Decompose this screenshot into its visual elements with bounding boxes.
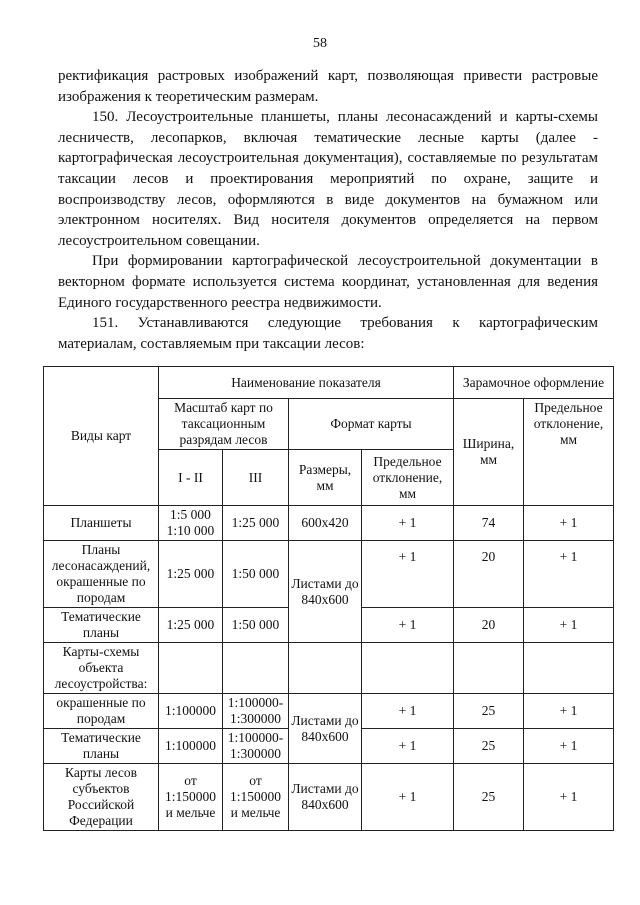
row-frame-deviation: + 1 <box>524 729 614 764</box>
row-width: 25 <box>454 694 524 729</box>
header-scale-group: Масштаб карт по таксационным разрядам лесов <box>159 399 289 450</box>
table-row <box>44 541 614 608</box>
row-name: Тематические планы <box>44 729 159 764</box>
row-scale-2: 1:50 000 <box>223 608 289 643</box>
table-row <box>44 506 614 541</box>
row-schemes-header: Карты-схемы объекта лесоустройства: <box>44 643 159 694</box>
paragraph-coordinates: При формировании картографической лесоустроительной документации в векторном формате используется система координат, установленная для ведения Единого государственного реестра недвижимости. <box>58 253 598 311</box>
row-width: 25 <box>454 729 524 764</box>
row-format-deviation: + 1 <box>362 764 454 831</box>
header-indicator-name: Наименование показателя <box>159 367 454 399</box>
row-scale-2: от 1:150000 и мельче <box>223 764 289 831</box>
row-scale-2: 1:100000-1:300000 <box>223 694 289 729</box>
row-size: 600х420 <box>289 506 362 541</box>
row-frame-deviation: + 1 <box>524 541 614 608</box>
row-scale-2: 1:25 000 <box>223 506 289 541</box>
paragraph-continuation: ректификация растровых изображений карт, позволяющая привести растровые изображения к теоретическим размерам. <box>58 68 598 105</box>
row-scale-2: 1:50 000 <box>223 541 289 608</box>
row-format-deviation: + 1 <box>362 541 454 608</box>
header-frame-design: Зарамочное оформление <box>454 367 614 399</box>
paragraph-150: 150. Лесоустроительные планшеты, планы лесонасаждений и карты-схемы лесничеств, лесопарков, включая тематические лесные карты (далее - картографическая лесоустроительная документация), составляемые по результатам таксации лесов и проектирования мероприятий по охране, защите и воспроизводству лесов, оформляются в виде документов на бумажном или электронном носителях. Вид носителя документов определяется на первом лесоустроительном совещании. <box>58 109 598 249</box>
row-scale-1: от 1:150000 и мельче <box>159 764 223 831</box>
row-format-deviation: + 1 <box>362 608 454 643</box>
row-size-merged: Листами до 840х600 <box>289 694 362 764</box>
row-size: Листами до 840х600 <box>289 764 362 831</box>
row-name: Карты лесов субъектов Российской Федерации <box>44 764 159 831</box>
header-sizes: Размеры, мм <box>289 450 362 506</box>
row-format-deviation: + 1 <box>362 506 454 541</box>
row-frame-deviation: + 1 <box>524 608 614 643</box>
row-format-deviation: + 1 <box>362 694 454 729</box>
body-text <box>58 66 598 354</box>
row-frame-deviation: + 1 <box>524 506 614 541</box>
header-scale-1: I - II <box>159 450 223 506</box>
header-format-deviation: Предельное отклонение, мм <box>362 450 454 506</box>
header-frame-deviation: Предельное отклонение, мм <box>524 399 614 506</box>
row-width: 74 <box>454 506 524 541</box>
row-name: Тематические планы <box>44 608 159 643</box>
row-name: Планы лесонасаждений, окрашенные по породам <box>44 541 159 608</box>
row-name: окрашенные по породам <box>44 694 159 729</box>
header-format-group: Формат карты <box>289 399 454 450</box>
row-size-merged: Листами до 840х600 <box>289 541 362 643</box>
table-row <box>44 643 614 694</box>
row-scale-1: 1:25 000 <box>159 541 223 608</box>
row-width: 25 <box>454 764 524 831</box>
row-width: 20 <box>454 608 524 643</box>
row-scale-1: 1:100000 <box>159 729 223 764</box>
header-width: Ширина, мм <box>454 399 524 506</box>
row-scale-1: 1:25 000 <box>159 608 223 643</box>
row-width: 20 <box>454 541 524 608</box>
page-number: 58 <box>313 36 327 51</box>
table-row <box>44 764 614 831</box>
header-map-types: Виды карт <box>44 367 159 506</box>
table-row <box>44 694 614 729</box>
row-scale-2: 1:100000-1:300000 <box>223 729 289 764</box>
row-frame-deviation: + 1 <box>524 764 614 831</box>
row-scale-1: 1:100000 <box>159 694 223 729</box>
paragraph-151: 151. Устанавливаются следующие требования к картографическим материалам, составляемым при таксации лесов: <box>58 315 598 352</box>
row-scale-1: 1:5 000 1:10 000 <box>159 506 223 541</box>
row-frame-deviation: + 1 <box>524 694 614 729</box>
row-format-deviation: + 1 <box>362 729 454 764</box>
row-name: Планшеты <box>44 506 159 541</box>
requirements-table <box>43 366 614 831</box>
header-scale-2: III <box>223 450 289 506</box>
